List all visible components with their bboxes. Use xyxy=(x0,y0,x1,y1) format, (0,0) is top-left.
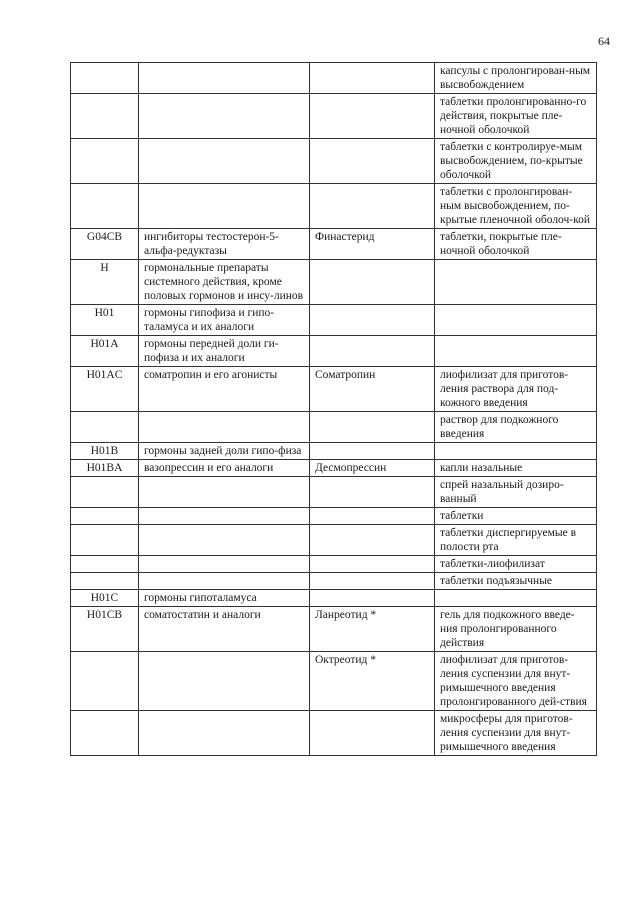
atc-code-cell: H01C xyxy=(71,590,139,607)
group-cell xyxy=(139,184,310,229)
atc-code-cell xyxy=(71,508,139,525)
dosage-form-cell: таблетки-лиофилизат xyxy=(435,556,597,573)
drug-name-cell xyxy=(310,508,435,525)
drug-name-cell xyxy=(310,94,435,139)
dosage-form-cell: гель для подкожного введе-ния пролонгированного действия xyxy=(435,607,597,652)
atc-code-cell xyxy=(71,184,139,229)
table-row xyxy=(71,607,597,652)
table-row xyxy=(71,367,597,412)
drug-name-cell xyxy=(310,525,435,556)
drug-name-cell xyxy=(310,573,435,590)
group-cell xyxy=(139,573,310,590)
group-cell: гормоны передней доли ги-пофиза и их аналоги xyxy=(139,336,310,367)
atc-code-cell: H01 xyxy=(71,305,139,336)
dosage-form-cell: лиофилизат для приготов-ления раствора для под-кожного введения xyxy=(435,367,597,412)
group-cell xyxy=(139,556,310,573)
table-row xyxy=(71,229,597,260)
dosage-form-cell: таблетки, покрытые пле-ночной оболочкой xyxy=(435,229,597,260)
group-cell xyxy=(139,63,310,94)
group-cell xyxy=(139,711,310,756)
table-row xyxy=(71,711,597,756)
table-row xyxy=(71,508,597,525)
atc-code-cell: G04CB xyxy=(71,229,139,260)
group-cell xyxy=(139,525,310,556)
atc-code-cell: H xyxy=(71,260,139,305)
drug-name-cell: Октреотид * xyxy=(310,652,435,711)
drug-name-cell xyxy=(310,412,435,443)
group-cell xyxy=(139,94,310,139)
drug-name-cell: Десмопрессин xyxy=(310,460,435,477)
atc-code-cell xyxy=(71,412,139,443)
atc-code-cell xyxy=(71,573,139,590)
group-cell: соматостатин и аналоги xyxy=(139,607,310,652)
table-row xyxy=(71,336,597,367)
drug-name-cell xyxy=(310,336,435,367)
table-row xyxy=(71,139,597,184)
dosage-form-cell xyxy=(435,590,597,607)
table-row xyxy=(71,94,597,139)
dosage-form-cell: таблетки с контролируе-мым высвобождением, по-крытые оболочкой xyxy=(435,139,597,184)
drug-name-cell xyxy=(310,556,435,573)
dosage-form-cell: капсулы с пролонгирован-ным высвобождением xyxy=(435,63,597,94)
atc-code-cell: H01CB xyxy=(71,607,139,652)
page-number: 64 xyxy=(598,34,610,48)
drug-name-cell xyxy=(310,711,435,756)
atc-code-cell xyxy=(71,477,139,508)
dosage-form-cell: таблетки с пролонгирован-ным высвобождением, по-крытые пленочной оболоч-кой xyxy=(435,184,597,229)
table-row xyxy=(71,573,597,590)
group-cell: ингибиторы тестостерон-5-альфа-редуктазы xyxy=(139,229,310,260)
drug-name-cell: Финастерид xyxy=(310,229,435,260)
drug-name-cell xyxy=(310,590,435,607)
drug-name-cell: Ланреотид * xyxy=(310,607,435,652)
drug-name-cell xyxy=(310,477,435,508)
table-row xyxy=(71,305,597,336)
dosage-form-cell: спрей назальный дозиро-ванный xyxy=(435,477,597,508)
atc-code-cell: H01B xyxy=(71,443,139,460)
drug-name-cell xyxy=(310,443,435,460)
dosage-form-cell: микросферы для приготов-ления суспензии для внут-римышечного введения xyxy=(435,711,597,756)
dosage-form-cell xyxy=(435,443,597,460)
dosage-form-cell xyxy=(435,336,597,367)
atc-code-cell: H01A xyxy=(71,336,139,367)
table-row xyxy=(71,477,597,508)
table-row xyxy=(71,63,597,94)
group-cell: вазопрессин и его аналоги xyxy=(139,460,310,477)
dosage-form-cell: капли назальные xyxy=(435,460,597,477)
group-cell xyxy=(139,412,310,443)
dosage-form-cell xyxy=(435,260,597,305)
dosage-form-cell: таблетки xyxy=(435,508,597,525)
atc-code-cell: H01BA xyxy=(71,460,139,477)
dosage-form-cell: таблетки пролонгированно-го действия, покрытые пле-ночной оболочкой xyxy=(435,94,597,139)
dosage-form-cell: таблетки диспергируемые в полости рта xyxy=(435,525,597,556)
atc-code-cell xyxy=(71,525,139,556)
drug-name-cell xyxy=(310,305,435,336)
table-row xyxy=(71,460,597,477)
dosage-form-cell: раствор для подкожного введения xyxy=(435,412,597,443)
table-row xyxy=(71,260,597,305)
atc-code-cell xyxy=(71,711,139,756)
drug-name-cell xyxy=(310,63,435,94)
atc-code-cell xyxy=(71,94,139,139)
drug-table xyxy=(70,62,597,756)
group-cell xyxy=(139,652,310,711)
atc-code-cell xyxy=(71,652,139,711)
atc-code-cell xyxy=(71,139,139,184)
drug-name-cell: Соматропин xyxy=(310,367,435,412)
atc-code-cell: H01AC xyxy=(71,367,139,412)
group-cell xyxy=(139,477,310,508)
table-row xyxy=(71,525,597,556)
group-cell: гормоны гипофиза и гипо-таламуса и их аналоги xyxy=(139,305,310,336)
atc-code-cell xyxy=(71,63,139,94)
table-row xyxy=(71,556,597,573)
drug-name-cell xyxy=(310,184,435,229)
drug-name-cell xyxy=(310,260,435,305)
table-row xyxy=(71,412,597,443)
table-row xyxy=(71,443,597,460)
group-cell xyxy=(139,508,310,525)
group-cell: гормоны задней доли гипо-физа xyxy=(139,443,310,460)
dosage-form-cell xyxy=(435,305,597,336)
table-body xyxy=(71,63,597,756)
drug-name-cell xyxy=(310,139,435,184)
group-cell: гормональные препараты системного действия, кроме половых гормонов и инсу-линов xyxy=(139,260,310,305)
table-row xyxy=(71,590,597,607)
dosage-form-cell: лиофилизат для приготов-ления суспензии для внут-римышечного введения пролонгированного дей-ствия xyxy=(435,652,597,711)
group-cell xyxy=(139,139,310,184)
group-cell: гормоны гипоталамуса xyxy=(139,590,310,607)
table-row xyxy=(71,184,597,229)
group-cell: соматропин и его агонисты xyxy=(139,367,310,412)
table-row xyxy=(71,652,597,711)
atc-code-cell xyxy=(71,556,139,573)
dosage-form-cell: таблетки подъязычные xyxy=(435,573,597,590)
